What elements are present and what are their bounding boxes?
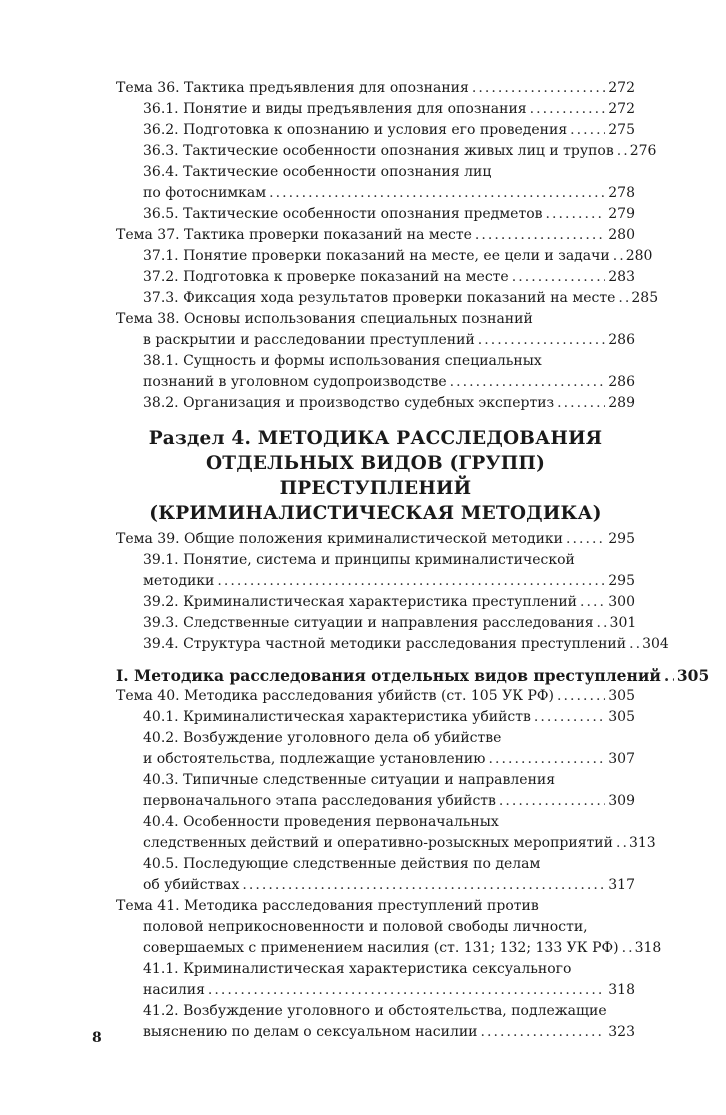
toc-entry-text: следственных действий и оперативно-розыскных мероприятий [143, 835, 613, 851]
page-ref: 305 [676, 666, 710, 685]
toc-entry-line [143, 120, 635, 141]
dot-leader [618, 288, 628, 309]
section-title-line: ОТДЕЛЬНЫХ ВИДОВ (ГРУПП) ПРЕСТУПЛЕНИЙ [205, 453, 546, 499]
section-4-heading [116, 426, 635, 526]
toc-entry[interactable] [143, 770, 635, 812]
toc-entry-text: Тема 39. Общие положения криминалистической методики [116, 531, 564, 547]
toc-entry-text: Тема 38. Основы использования специальных познаний [116, 311, 533, 327]
dot-leader [616, 833, 626, 854]
toc-entry-line [143, 707, 635, 728]
toc-entry-line [143, 267, 635, 288]
dot-leader [546, 204, 606, 225]
toc-entry-text: 40.4. Особенности проведения первоначальных [143, 814, 499, 830]
page-ref: 295 [608, 573, 635, 589]
page-number: 8 [92, 1030, 102, 1046]
toc-entry-text: первоначального этапа расследования убийств [143, 793, 496, 809]
page-ref: 304 [642, 636, 669, 652]
toc-entry-text: по фотоснимкам [143, 185, 267, 201]
dot-leader [481, 1022, 606, 1043]
dot-leader [512, 267, 606, 288]
dot-leader [472, 78, 605, 99]
toc-entry-line [143, 372, 635, 393]
toc-entry-line [143, 288, 659, 309]
toc-entry-line [116, 917, 635, 938]
toc-entry[interactable] [143, 393, 635, 414]
toc-entry-line [143, 812, 635, 833]
toc-entry-text: 39.1. Понятие, система и принципы криминалистической [143, 552, 575, 568]
toc-entry[interactable] [143, 246, 653, 267]
toc-entry-line [143, 162, 635, 183]
dot-leader [557, 686, 605, 707]
toc-entry-text: 37.1. Понятие проверки показаний на месте, ее цели и задачи [143, 248, 610, 264]
toc-entry-text: 36.1. Понятие и виды предъявления для опознания [143, 101, 527, 117]
toc-entry[interactable] [143, 550, 635, 592]
toc-entry[interactable] [143, 854, 635, 896]
toc-entry[interactable] [143, 288, 659, 309]
toc-entry-line [116, 529, 635, 550]
toc-entry-text: 36.5. Тактические особенности опознания предметов [143, 206, 543, 222]
toc-entry-text: Тема 36. Тактика предъявления для опознания [116, 80, 469, 96]
toc-entry[interactable] [143, 728, 635, 770]
part-title-text: I. Методика расследования отдельных видов преступлений [116, 666, 661, 685]
toc-entry[interactable] [116, 896, 662, 959]
toc-entry-text: 37.2. Подготовка к проверке показаний на месте [143, 269, 509, 285]
page-ref: 272 [608, 80, 635, 96]
page-ref: 309 [608, 793, 635, 809]
toc-entry-line [143, 351, 635, 372]
toc-entry-line [116, 896, 635, 917]
page-ref: 279 [608, 206, 635, 222]
toc-entry-text: насилия [143, 982, 205, 998]
page-ref: 318 [634, 940, 662, 956]
toc-entry-text: познаний в уголовном судопроизводстве [143, 374, 447, 390]
dot-leader [269, 183, 605, 204]
toc-entry-text: 39.2. Криминалистическая характеристика преступлений [143, 594, 577, 610]
dot-leader [530, 99, 606, 120]
page-ref: 300 [608, 594, 635, 610]
toc-entry[interactable] [143, 267, 635, 288]
toc-entry[interactable] [143, 592, 635, 613]
toc-entry-line [143, 246, 653, 267]
toc-entry-line [143, 833, 656, 854]
toc-entry[interactable] [116, 529, 635, 550]
dot-leader [570, 120, 605, 141]
toc-entry-text: 36.2. Подготовка к опознанию и условия его проведения [143, 122, 568, 138]
page-ref: 289 [608, 395, 635, 411]
dot-leader [217, 571, 605, 592]
toc-entry-line [143, 854, 635, 875]
page-ref: 313 [628, 835, 656, 851]
page-ref: 272 [608, 101, 635, 117]
page-ref: 286 [608, 332, 635, 348]
page-ref: 295 [608, 531, 635, 547]
toc-entry-text: об убийствах [143, 877, 240, 893]
toc-entry-line [143, 204, 635, 225]
toc-entry-line [116, 686, 635, 707]
table-of-contents [116, 78, 710, 1043]
toc-group-particular-methods [116, 686, 662, 1043]
toc-group-tactics [116, 78, 659, 414]
dot-leader [597, 613, 607, 634]
toc-entry-text: Тема 40. Методика расследования убийств (ст. 105 УК РФ) [116, 688, 554, 704]
toc-entry-line [143, 875, 635, 896]
page-ref: 276 [629, 143, 657, 159]
toc-entry[interactable] [143, 634, 669, 655]
toc-entry-line [116, 225, 635, 246]
dot-leader [478, 330, 605, 351]
dot-leader [566, 529, 605, 550]
toc-entry-text: 41.1. Криминалистическая характеристика сексуального [143, 961, 572, 977]
toc-entry[interactable] [116, 686, 635, 707]
toc-entry-line [143, 99, 635, 120]
page-ref: 280 [608, 227, 635, 243]
dot-leader [534, 707, 605, 728]
toc-entry[interactable] [143, 162, 635, 204]
toc-entry-text: половой неприкосновенности и половой свободы личности, [143, 919, 588, 935]
dot-leader [488, 749, 605, 770]
toc-entry-line [143, 1022, 635, 1043]
toc-entry-text: 36.4. Тактические особенности опознания лиц [143, 164, 492, 180]
toc-entry-line [143, 959, 635, 980]
dot-leader [557, 393, 605, 414]
toc-entry-text: совершаемых с применением насилия (ст. 131; 132; 133 УК РФ) [143, 940, 619, 956]
toc-entry-text: 40.5. Последующие следственные действия по делам [143, 856, 541, 872]
toc-entry-text: 39.3. Следственные ситуации и направления расследования [143, 615, 594, 631]
toc-entry-line [143, 141, 657, 162]
page-ref: 278 [608, 185, 635, 201]
toc-entry-text: Тема 37. Тактика проверки показаний на месте [116, 227, 472, 243]
toc-entry-text: 37.3. Фиксация хода результатов проверки показаний на месте [143, 290, 616, 306]
toc-entry[interactable] [143, 99, 635, 120]
toc-entry-line [143, 1001, 635, 1022]
toc-entry-line [143, 183, 635, 204]
toc-entry[interactable] [143, 613, 635, 634]
toc-group-methodology-general [116, 529, 669, 655]
toc-entry-text: 41.2. Возбуждение уголовного и обстоятельства, подлежащие [143, 1003, 607, 1019]
dot-leader [499, 791, 605, 812]
page-ref: 305 [608, 688, 635, 704]
dot-leader [208, 980, 605, 1001]
dot-leader [622, 938, 632, 959]
toc-entry[interactable] [143, 1001, 635, 1043]
toc-entry-line [116, 938, 662, 959]
page-ref: 275 [608, 122, 635, 138]
toc-entry[interactable] [143, 351, 635, 393]
section-title-line: Раздел 4. МЕТОДИКА РАССЛЕДОВАНИЯ [148, 428, 603, 449]
toc-entry[interactable] [143, 707, 635, 728]
toc-entry[interactable] [143, 959, 635, 1001]
toc-entry[interactable] [143, 812, 656, 854]
toc-entry-text: 38.2. Организация и производство судебных экспертиз [143, 395, 555, 411]
toc-entry-text: 40.1. Криминалистическая характеристика убийств [143, 709, 531, 725]
toc-entry-line [143, 980, 635, 1001]
toc-entry-text: 38.1. Сущность и формы использования специальных [143, 353, 542, 369]
dot-leader [450, 372, 606, 393]
page-ref: 285 [631, 290, 659, 306]
page-ref: 307 [608, 751, 635, 767]
page-ref: 283 [608, 269, 635, 285]
toc-entry[interactable] [143, 120, 635, 141]
toc-entry[interactable] [116, 225, 635, 246]
toc-entry-text: 40.3. Типичные следственные ситуации и направления [143, 772, 556, 788]
toc-entry-text: в раскрытии и расследовании преступлений [143, 332, 475, 348]
dot-leader [629, 634, 639, 655]
toc-entry-line [143, 770, 635, 791]
page-ref: 323 [608, 1024, 635, 1040]
toc-entry-line [143, 571, 635, 592]
toc-entry-text: 40.2. Возбуждение уголовного дела об убийстве [143, 730, 502, 746]
toc-entry-line [116, 78, 635, 99]
dot-leader [580, 592, 605, 613]
toc-entry-line [143, 550, 635, 571]
toc-entry-text: выяснению по делам о сексуальном насилии [143, 1024, 478, 1040]
page-ref: 280 [625, 248, 653, 264]
toc-entry-text: и обстоятельства, подлежащие установлению [143, 751, 486, 767]
dot-leader [664, 665, 674, 686]
toc-entry-line [143, 613, 635, 634]
toc-entry-line [116, 330, 635, 351]
toc-entry-line [143, 749, 635, 770]
section-title-line: (КРИМИНАЛИСТИЧЕСКАЯ МЕТОДИКА) [149, 503, 602, 524]
toc-entry-text: методики [143, 573, 215, 589]
toc-entry-line [143, 791, 635, 812]
dot-leader [613, 246, 623, 267]
toc-entry-line [143, 634, 669, 655]
toc-entry-line [116, 309, 635, 330]
page-ref: 318 [608, 982, 635, 998]
toc-entry-line [143, 728, 635, 749]
dot-leader [242, 875, 605, 896]
toc-entry[interactable] [116, 78, 635, 99]
page-ref: 301 [609, 615, 637, 631]
page-ref: 305 [608, 709, 635, 725]
toc-entry[interactable] [116, 309, 635, 351]
toc-entry[interactable] [143, 141, 657, 162]
toc-entry-line [143, 592, 635, 613]
toc-entry[interactable] [143, 204, 635, 225]
page-ref: 317 [608, 877, 635, 893]
page-ref: 286 [608, 374, 635, 390]
toc-entry-text: 39.4. Структура частной методики расследования преступлений [143, 636, 627, 652]
part-1-heading[interactable] [116, 665, 710, 686]
dot-leader [617, 141, 627, 162]
toc-entry-line [143, 393, 635, 414]
toc-entry-text: 36.3. Тактические особенности опознания живых лиц и трупов [143, 143, 614, 159]
toc-entry-text: Тема 41. Методика расследования преступлений против [116, 898, 539, 914]
dot-leader [475, 225, 605, 246]
